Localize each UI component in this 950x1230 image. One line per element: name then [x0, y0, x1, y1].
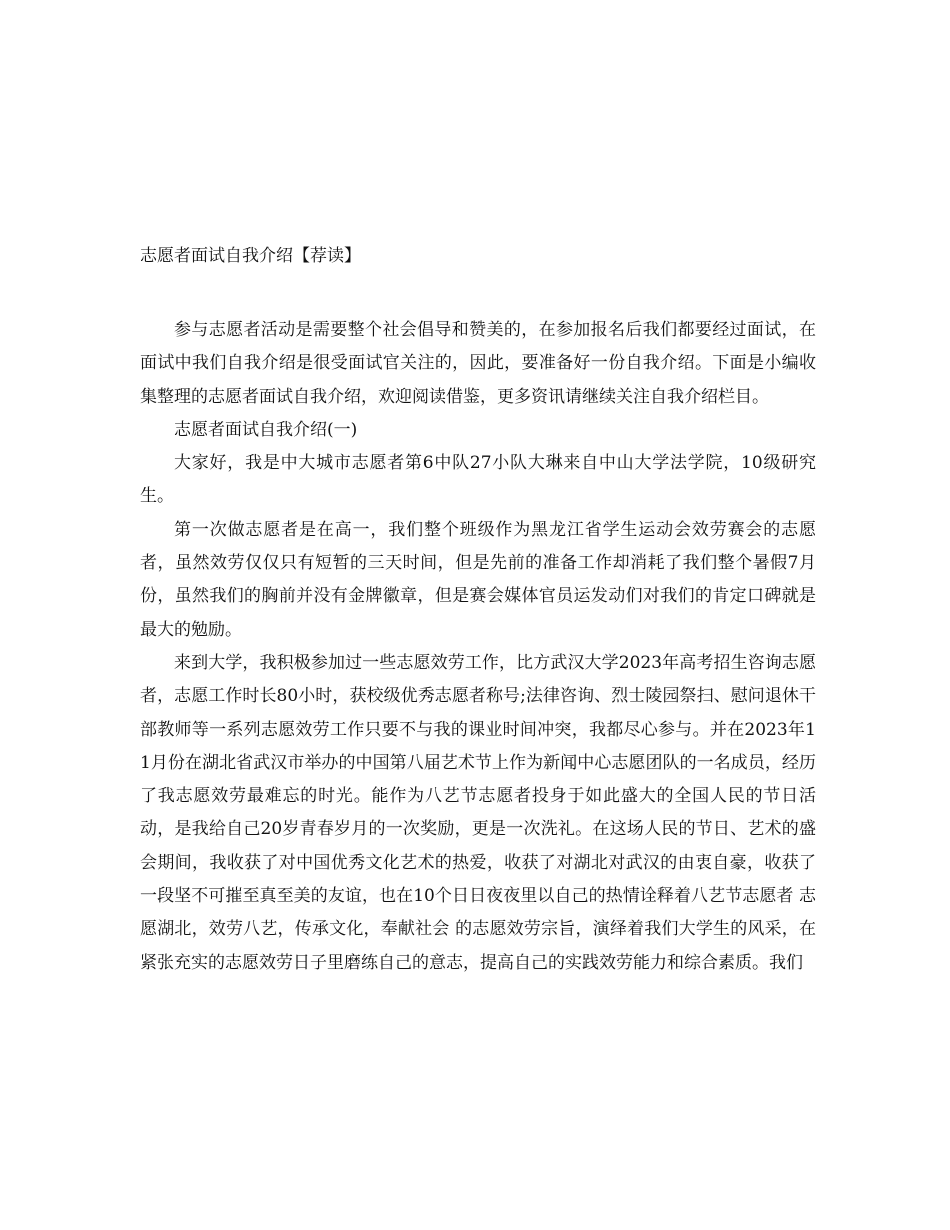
university-volunteer-paragraph: 来到大学，我积极参加过一些志愿效劳工作，比方武汉大学2023年高考招生咨询志愿者，志愿工作时长80小时，获校级优秀志愿者称号;法律咨询、烈士陵园祭扫、慰问退休干部教师等一系列志愿效劳工作只要不与我的课业时间冲突，我都尽心参与。并在2023年11月份在湖北省武汉市举办的中国第八届艺术节上作为新闻中心志愿团队的一名成员，经历了我志愿效劳最难忘的时光。能作为八艺节志愿者投身于如此盛大的全国人民的节日活动，是我给自己20岁青春岁月的一次奖励，更是一次洗礼。在这场人民的节日、艺术的盛会期间，我收获了对中国优秀文化艺术的热爱，收获了对湖北对武汉的由衷自豪，收获了一段坚不可摧至真至美的友谊，也在10个日日夜夜里以自己的热情诠释着八艺节志愿者 志愿湖北，效劳八艺，传承文化，奉献社会 的志愿效劳宗旨，演绎着我们大学生的风采，在紧张充实的志愿效劳日子里磨练自己的意志，提高自己的实践效劳能力和综合素质。我们 — [140, 652, 816, 973]
document-body — [140, 314, 816, 980]
greeting-paragraph: 大家好，我是中大城市志愿者第6中队27小队大琳来自中山大学法学院，10级研究生。 — [140, 453, 816, 507]
document-title: 志愿者面试自我介绍【荐读】 — [140, 246, 361, 266]
first-volunteer-paragraph: 第一次做志愿者是在高一，我们整个班级作为黑龙江省学生运动会效劳赛会的志愿者，虽然效劳仅仅只有短暂的三天时间，但是先前的准备工作却消耗了我们整个暑假7月份，虽然我们的胸前并没有金牌徽章，但是赛会媒体官员运发动们对我们的肯定口碑就是最大的勉励。 — [140, 519, 816, 640]
intro-paragraph: 参与志愿者活动是需要整个社会倡导和赞美的，在参加报名后我们都要经过面试，在面试中我们自我介绍是很受面试官关注的，因此，要准备好一份自我介绍。下面是小编收集整理的志愿者面试自我介绍，欢迎阅读借鉴，更多资讯请继续关注自我介绍栏目。 — [140, 320, 816, 407]
section-heading: 志愿者面试自我介绍(一) — [174, 419, 358, 440]
